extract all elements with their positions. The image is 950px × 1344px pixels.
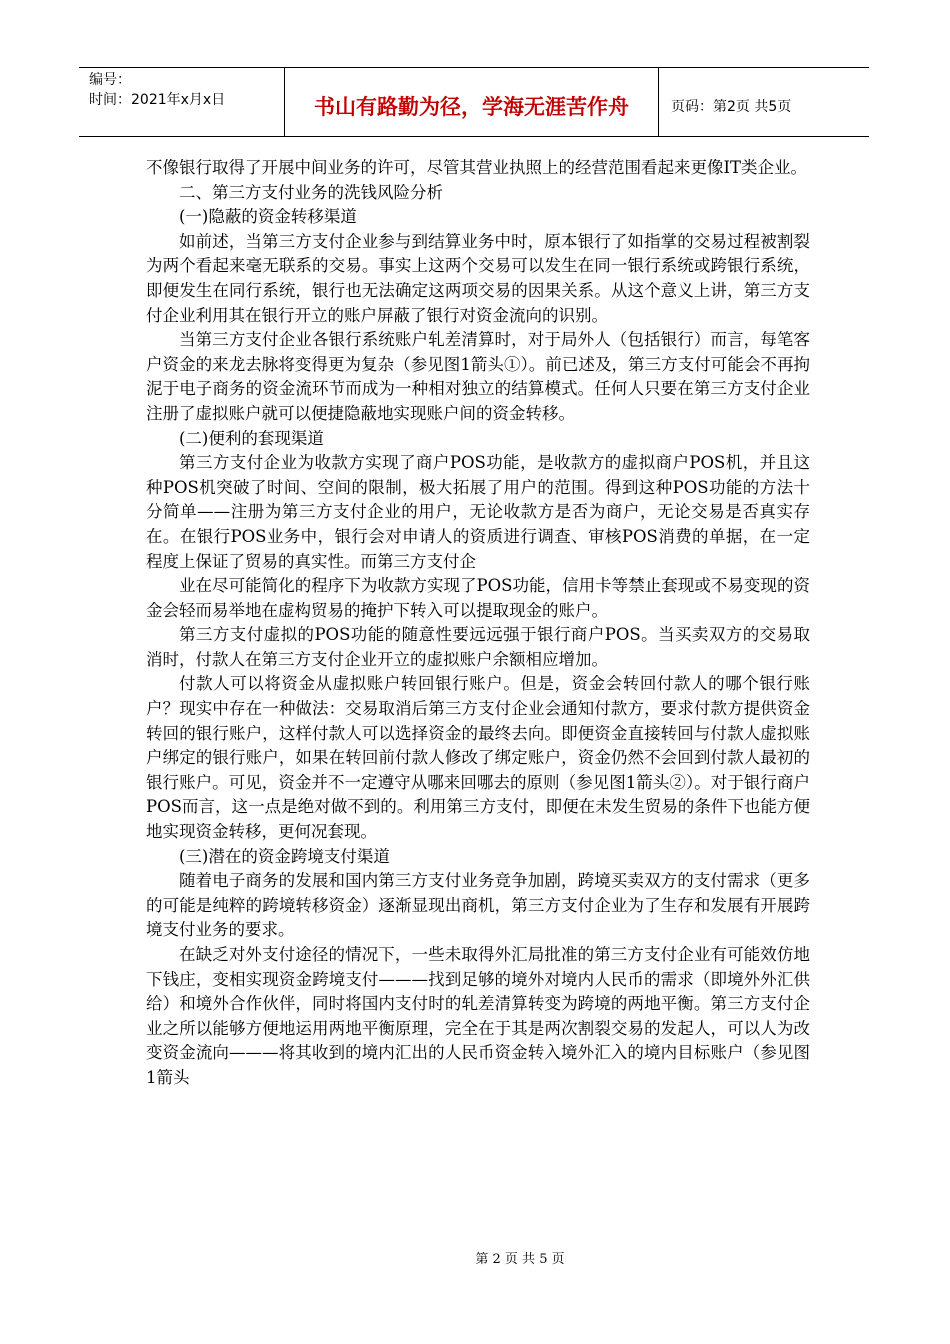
paragraph: 不像银行取得了开展中间业务的许可，尽管其营业执照上的经营范围看起来更像IT类企业。	[146, 158, 808, 177]
subsection-heading: (三)潜在的资金跨境支付渠道	[179, 846, 390, 866]
subsection-heading: (二)便利的套现渠道	[179, 428, 324, 448]
header-meta	[79, 68, 284, 136]
section-heading: 二、第三方支付业务的洗钱风险分析	[179, 182, 443, 202]
paragraph: 付款人可以将资金从虚拟账户转回银行账户。但是，资金会转回付款人的哪个银行账户？现实中存在一种做法：交易取消后第三方支付企业会通知付款方，要求付款方提供资金转回的银行账户，这样付款人可以选择资金的最终去向。即便资金直接转回与付款人虚拟账户绑定的银行账户，如果在转回前付款人修改了绑定账户，资金仍然不会回到付款人最初的银行账户。可见，资金并不一定遵守从哪来回哪去的原则（参见图1箭头②）。对于银行商户POS而言，这一点是绝对做不到的。利用第三方支付，即便在未发生贸易的条件下也能方便地实现资金转移，更何况套现。	[146, 674, 810, 842]
paragraph: 在缺乏对外支付途径的情况下，一些未取得外汇局批准的第三方支付企业有可能效仿地下钱庄，变相实现资金跨境支付———找到足够的境外对境内人民币的需求（即境外外汇供给）和境外合作伙伴，同时将国内支付时的轧差清算转变为跨境的两地平衡。第三方支付企业之所以能够方便地运用两地平衡原理，完全在于其是两次割裂交易的发起人，可以人为改变资金流向———将其收到的境内汇出的人民币资金转入境外汇入的境内目标账户（参见图1箭头	[146, 945, 810, 1087]
page-footer: 第 2 页 共 5 页	[475, 1252, 565, 1267]
paragraph: 当第三方支付企业各银行系统账户轧差清算时，对于局外人（包括银行）而言，每笔客户资金的来龙去脉将变得更为复杂（参见图1箭头①）。前已述及，第三方支付可能会不再拘泥于电子商务的资金流环节而成为一种相对独立的结算模式。任何人只要在第三方支付企业注册了虚拟账户就可以便捷隐蔽地实现账户间的资金转移。	[146, 330, 810, 423]
page-header	[79, 67, 869, 137]
paragraph: 随着电子商务的发展和国内第三方支付业务竞争加剧，跨境买卖双方的支付需求（更多的可能是纯粹的跨境转移资金）逐渐显现出商机，第三方支付企业为了生存和发展有开展跨境支付业务的要求。	[146, 871, 810, 940]
document-body	[146, 156, 810, 1091]
document-number-label: 编号：	[89, 72, 131, 88]
paragraph: 如前述，当第三方支付企业参与到结算业务中时，原本银行了如指掌的交易过程被割裂为两个看起来毫无联系的交易。事实上这两个交易可以发生在同一银行系统或跨银行系统，即便发生在同行系统，银行也无法确定这两项交易的因果关系。从这个意义上讲，第三方支付企业利用其在银行开立的账户屏蔽了银行对资金流向的识别。	[146, 231, 810, 325]
header-motto: 书山有路勤为径，学海无涯苦作舟	[284, 68, 659, 136]
subsection-heading: (一)隐蔽的资金转移渠道	[179, 207, 357, 227]
paragraph: 第三方支付企业为收款方实现了商户POS功能，是收款方的虚拟商户POS机，并且这种POS机突破了时间、空间的限制，极大拓展了用户的范围。得到这种POS功能的方法十分简单——注册为第三方支付企业的用户，无论收款方是否为商户，无论交易是否真实存在。在银行POS业务中，银行会对申请人的资质进行调查、审核POS消费的单据，在一定程度上保证了贸易的真实性。而第三方支付企	[146, 453, 810, 571]
paragraph: 业在尽可能简化的程序下为收款方实现了POS功能，信用卡等禁止套现或不易变现的资金会轻而易举地在虚构贸易的掩护下转入可以提取现金的账户。	[146, 576, 810, 620]
paragraph: 第三方支付虚拟的POS功能的随意性要远远强于银行商户POS。当买卖双方的交易取消时，付款人在第三方支付企业开立的虚拟账户余额相应增加。	[146, 625, 810, 669]
document-date-label: 时间：2021年x月x日	[89, 92, 226, 108]
header-page-number: 页码：第2页 共5页	[671, 99, 792, 115]
